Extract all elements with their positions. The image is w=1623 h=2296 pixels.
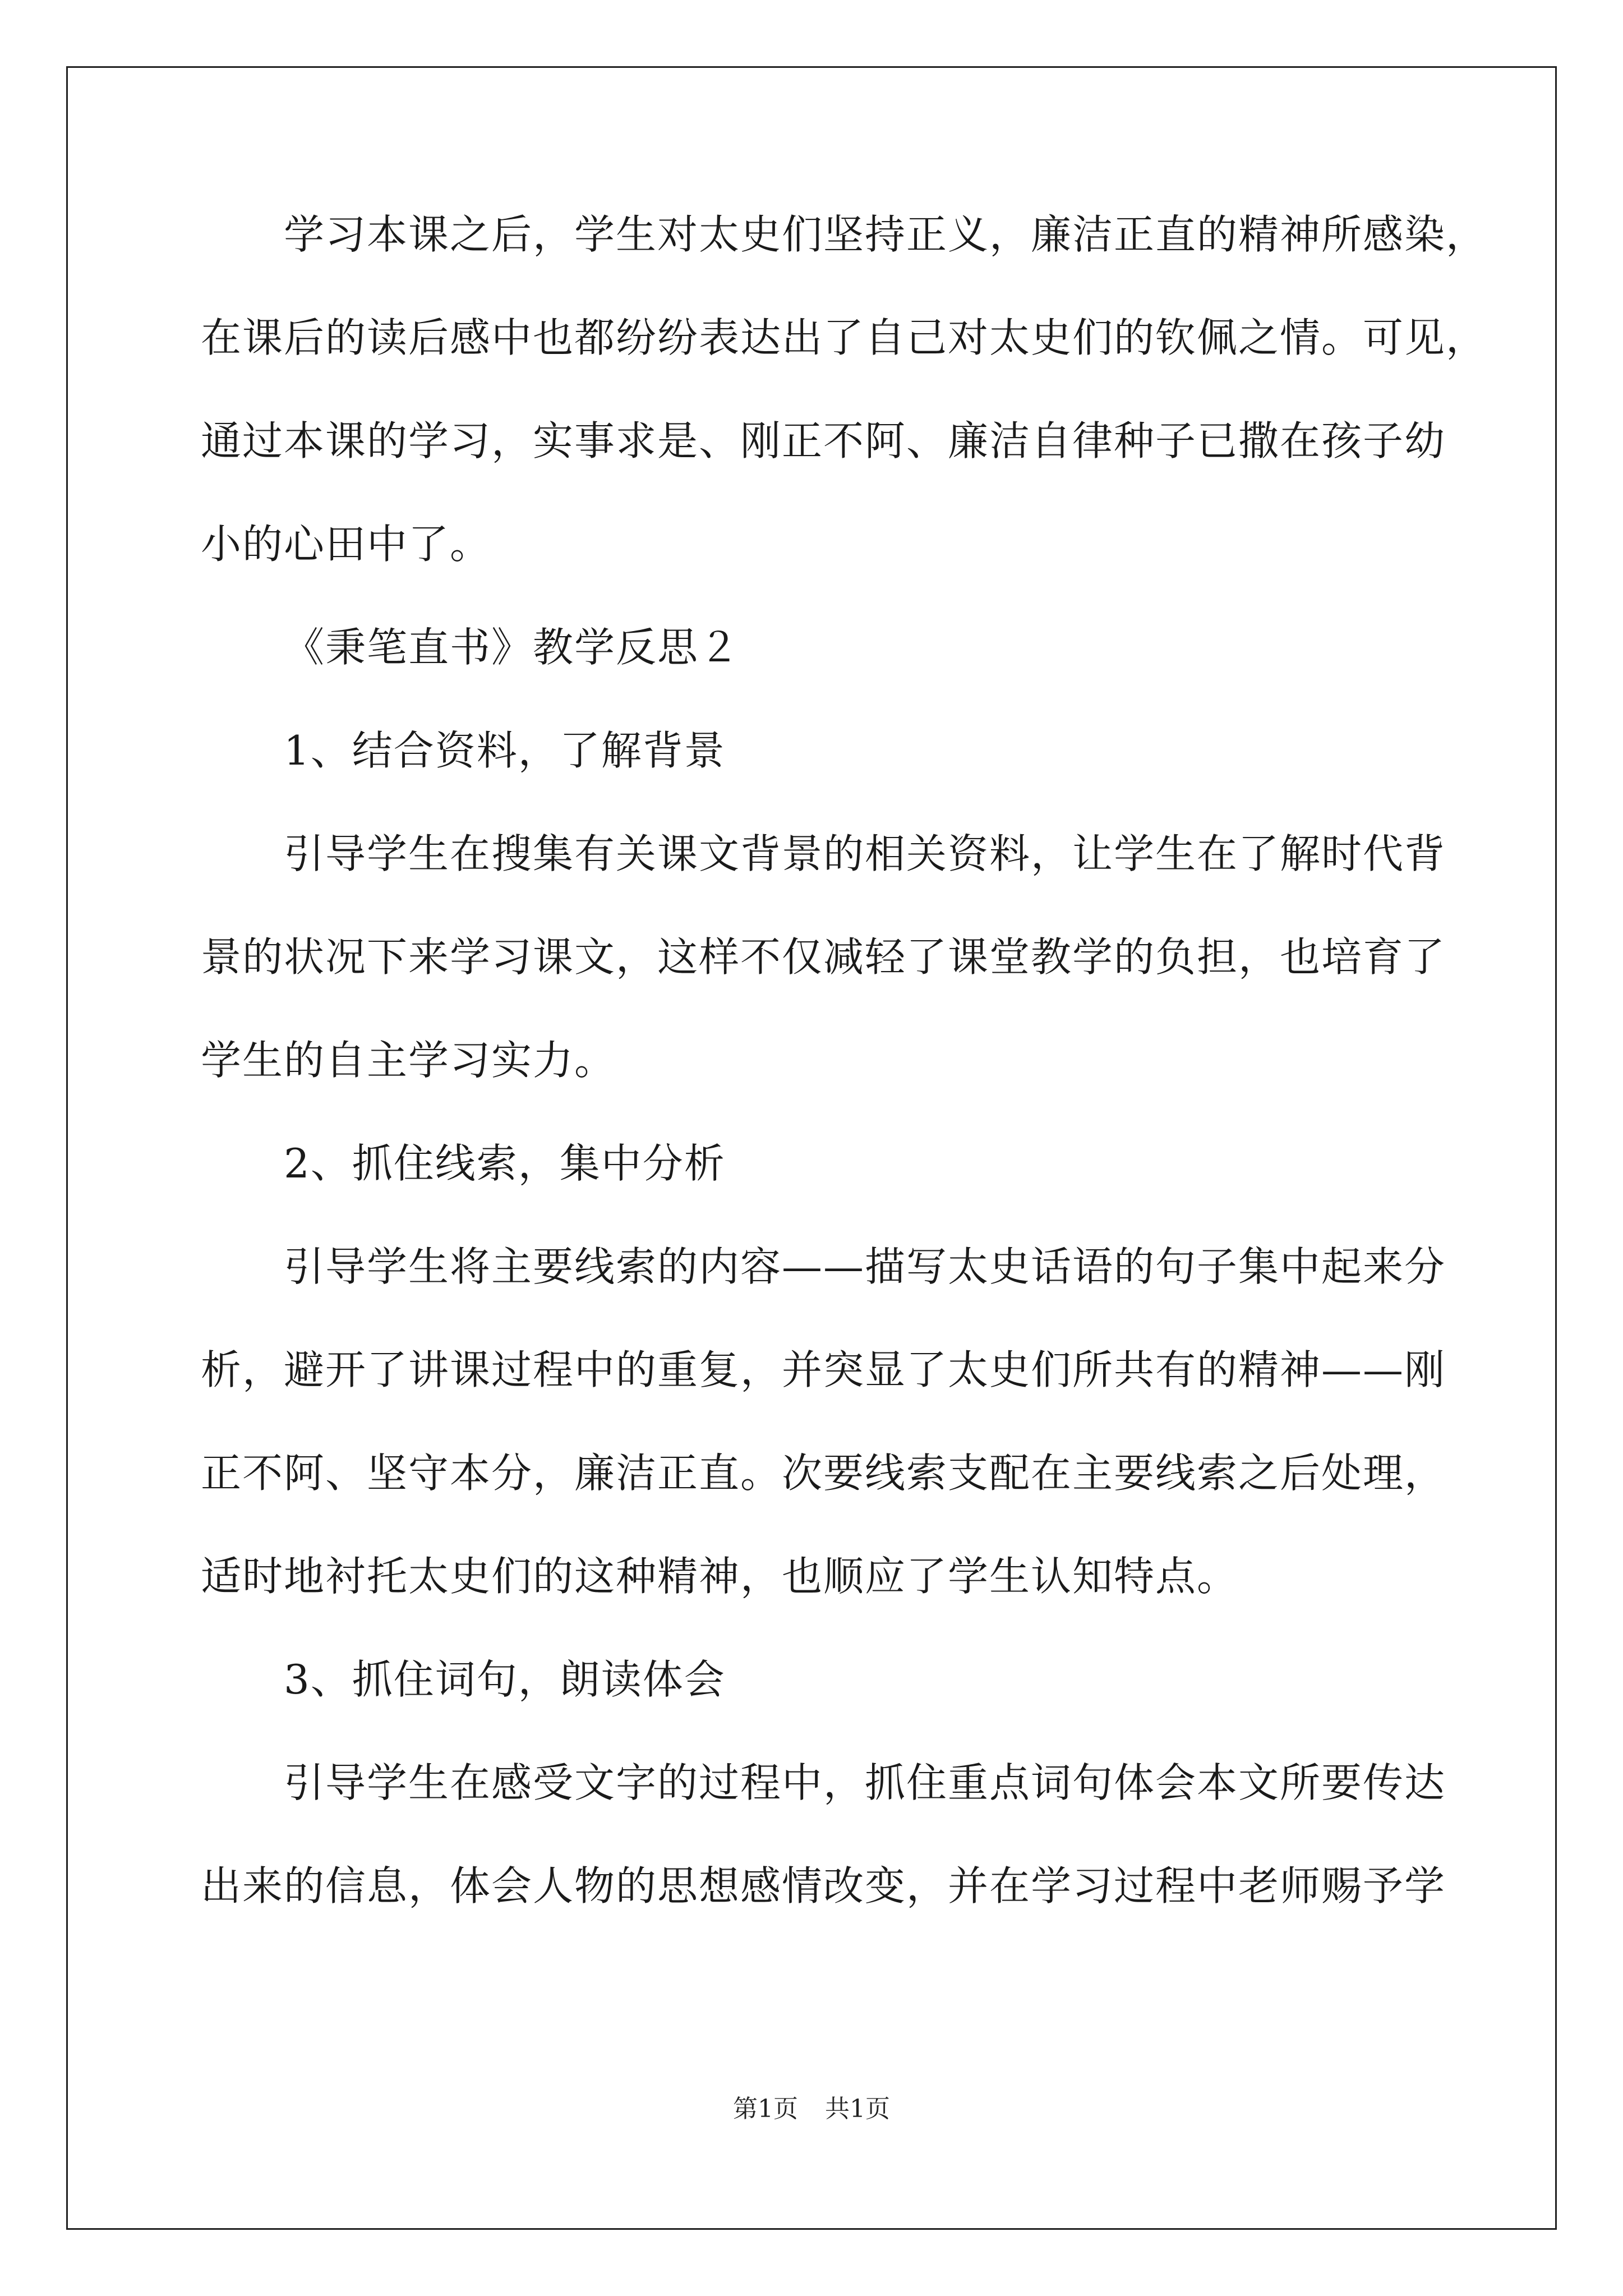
page-total: 共1页: [825, 2095, 890, 2123]
document-body: [201, 208, 1488, 1962]
section-heading: 3、抓住词句，朗读体会: [284, 1656, 726, 1703]
paragraph-line: 学生的自主学习实力。: [201, 1037, 616, 1084]
paragraph-line: 析，避开了讲课过程中的重复，并突显了太史们所共有的精神——刚: [201, 1346, 1446, 1393]
section-heading: 1、结合资料，了解背景: [284, 727, 726, 774]
paragraph-line: 引导学生在感受文字的过程中，抓住重点词句体会本文所要传达: [284, 1759, 1446, 1806]
paragraph-line: 通过本课的学习，实事求是、刚正不阿、廉洁自律种子已撒在孩子幼: [201, 417, 1446, 464]
paragraph-line: 适时地衬托太史们的这种精神，也顺应了学生认知特点。: [201, 1553, 1239, 1600]
page-footer: [0, 2092, 1623, 2126]
section-title: 《秉笔直书》教学反思２: [284, 624, 741, 671]
paragraph-line: 学习本课之后，学生对太史们坚持正义，廉洁正直的精神所感染，: [284, 211, 1488, 258]
section-heading: 2、抓住线索，集中分析: [284, 1140, 726, 1187]
paragraph-line: 在课后的读后感中也都纷纷表达出了自己对太史们的钦佩之情。可见，: [201, 314, 1488, 361]
paragraph-line: 出来的信息，体会人物的思想感情改变，并在学习过程中老师赐予学: [201, 1862, 1446, 1910]
paragraph-line: 景的状况下来学习课文，这样不仅减轻了课堂教学的负担，也培育了: [201, 933, 1446, 981]
paragraph-line: 引导学生将主要线索的内容——描写太史话语的句子集中起来分: [284, 1243, 1446, 1290]
paragraph-line: 引导学生在搜集有关课文背景的相关资料，让学生在了解时代背: [284, 830, 1446, 877]
paragraph-line: 正不阿、坚守本分，廉洁正直。次要线索支配在主要线索之后处理，: [201, 1450, 1446, 1497]
paragraph-line: 小的心田中了。: [201, 521, 492, 568]
page-number: 第1页: [733, 2095, 798, 2123]
